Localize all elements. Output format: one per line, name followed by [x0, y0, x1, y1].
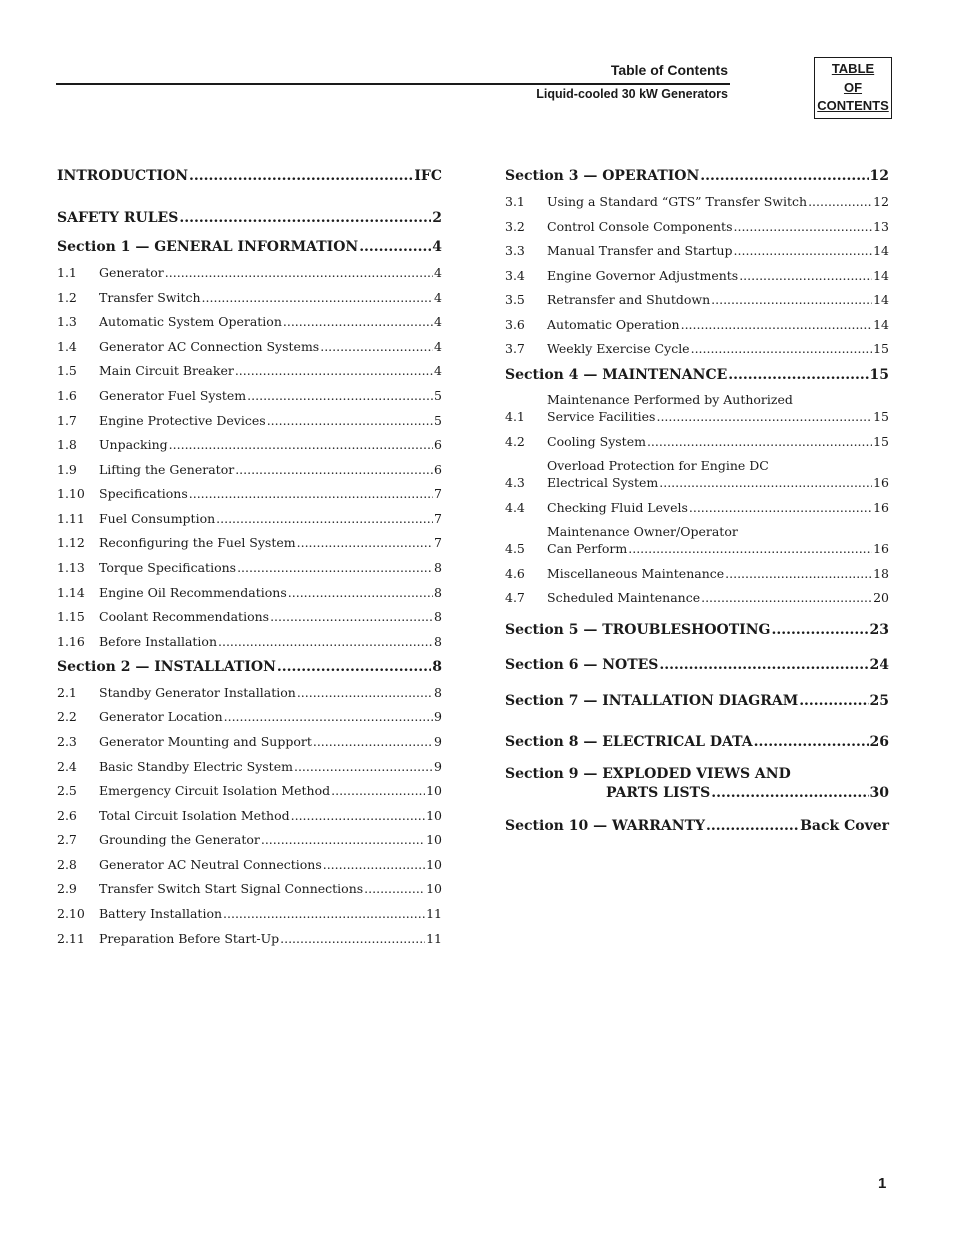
toc-dot-leader: [734, 243, 873, 258]
toc-entry-page: 10: [426, 783, 442, 798]
toc-entry-label: Section 8 — ELECTRICAL DATA: [505, 734, 753, 750]
toc-subsection-entry[interactable]: [57, 685, 442, 700]
toc-entry-number: 3.7: [505, 341, 525, 356]
toc-entry-number: 2.1: [57, 685, 77, 700]
toc-entry-page: 16: [873, 475, 889, 490]
toc-dot-leader: [711, 292, 872, 307]
toc-entry-page: 8: [434, 609, 442, 624]
toc-entry-number: 4.4: [505, 500, 525, 515]
toc-entry-label: Electrical System: [547, 475, 659, 490]
toc-entry-number: 3.4: [505, 268, 525, 283]
toc-entry-page: 13: [873, 219, 889, 234]
toc-subsection-entry[interactable]: [57, 906, 442, 921]
toc-entry-label: Section 10 — WARRANTY: [505, 818, 705, 834]
toc-entry-number: 1.14: [57, 585, 85, 600]
toc-dot-leader: [706, 818, 799, 834]
toc-dot-leader: [235, 363, 433, 378]
toc-entry-page: 11: [426, 906, 442, 921]
toc-entry-page: 14: [873, 268, 889, 283]
page-number: 1: [878, 1175, 887, 1192]
toc-entry-number: 4.5: [505, 541, 525, 556]
toc-entry-page: 7: [434, 535, 442, 550]
toc-subsection-entry[interactable]: [57, 857, 442, 872]
header-rule: [56, 83, 730, 85]
toc-entry-number: 2.6: [57, 808, 77, 823]
toc-subsection-entry[interactable]: [505, 541, 889, 556]
toc-entry-page: 11: [426, 931, 442, 946]
toc-dot-leader: [711, 785, 868, 801]
toc-entry-label: Transfer Switch Start Signal Connections: [99, 881, 364, 896]
toc-entry-label: Engine Governor Adjustments: [547, 268, 739, 283]
toc-subsection-entry[interactable]: [57, 265, 442, 280]
toc-entry-page: 30: [869, 785, 889, 801]
toc-entry-number: 1.16: [57, 634, 85, 649]
toc-subsection-entry[interactable]: [57, 535, 442, 550]
toc-entry-label: PARTS LISTS: [606, 785, 711, 801]
toc-entry-label: Engine Protective Devices: [99, 413, 266, 428]
toc-subsection-entry[interactable]: [505, 434, 889, 449]
toc-dot-leader: [218, 634, 433, 649]
header-subtitle: Liquid-cooled 30 kW Generators: [536, 87, 728, 101]
toc-entry-page: 10: [426, 808, 442, 823]
toc-entry-page: IFC: [414, 168, 442, 184]
toc-dot-leader: [656, 409, 872, 424]
toc-entry-page: 4: [432, 239, 442, 255]
toc-entry-label: Manual Transfer and Startup: [547, 243, 733, 258]
toc-dot-leader: [739, 268, 872, 283]
toc-dot-leader: [728, 367, 868, 383]
toc-dot-leader: [689, 500, 872, 515]
toc-entry-page: 4: [434, 265, 442, 280]
toc-entry-label: Unpacking: [99, 437, 168, 452]
toc-entry-page: 14: [873, 292, 889, 307]
toc-entry-number: 1.2: [57, 290, 77, 305]
toc-dot-leader: [294, 759, 433, 774]
toc-entry-number: 1.10: [57, 486, 85, 501]
toc-entry-label: Can Perform: [547, 541, 628, 556]
toc-entry-page: 15: [873, 434, 889, 449]
toc-dot-leader: [169, 437, 433, 452]
toc-entry-number: 3.6: [505, 317, 525, 332]
toc-entry-first-line: Section 9 — EXPLODED VIEWS AND: [505, 766, 791, 782]
toc-entry-page: 4: [434, 363, 442, 378]
toc-subsection-entry[interactable]: [57, 808, 442, 823]
toc-entry-label: Transfer Switch: [99, 290, 201, 305]
toc-entry-number: 3.3: [505, 243, 525, 258]
toc-subsection-entry[interactable]: [57, 709, 442, 724]
toc-entry-page: 10: [426, 881, 442, 896]
toc-entry-label: Generator Fuel System: [99, 388, 247, 403]
toc-subsection-entry[interactable]: [505, 566, 889, 581]
toc-dot-leader: [291, 808, 425, 823]
toc-entry-label: Section 5 — TROUBLESHOOTING: [505, 622, 771, 638]
toc-section-entry[interactable]: [505, 367, 889, 383]
toc-entry-label: Section 7 — INTALLATION DIAGRAM: [505, 693, 799, 709]
toc-entry-label: Miscellaneous Maintenance: [547, 566, 725, 581]
toc-entry-label: Generator AC Connection Systems: [99, 339, 320, 354]
toc-entry-label: Standby Generator Installation: [99, 685, 296, 700]
toc-entry-label: Using a Standard “GTS” Transfer Switch: [547, 194, 808, 209]
toc-dot-leader: [297, 535, 433, 550]
toc-subsection-entry[interactable]: [57, 783, 442, 798]
toc-dot-leader: [270, 609, 433, 624]
toc-entry-page: 6: [434, 437, 442, 452]
toc-subsection-entry[interactable]: [57, 560, 442, 575]
toc-entry-number: 4.1: [505, 409, 525, 424]
toc-entry-label: Specifications: [99, 486, 188, 501]
toc-entry-page: 8: [432, 659, 442, 675]
toc-entry-label: Emergency Circuit Isolation Method: [99, 783, 331, 798]
toc-entry-label: Cooling System: [547, 434, 646, 449]
toc-subsection-entry[interactable]: [57, 881, 442, 896]
toc-tab-line-2: OF: [843, 79, 863, 95]
toc-entry-page: 8: [434, 634, 442, 649]
toc-subsection-entry[interactable]: [57, 363, 442, 378]
toc-entry-page: 8: [434, 560, 442, 575]
toc-dot-leader: [734, 219, 873, 234]
toc-dot-leader: [267, 413, 433, 428]
toc-dot-leader: [223, 906, 425, 921]
toc-subsection-entry[interactable]: [505, 590, 889, 605]
toc-entry-page: 6: [434, 462, 442, 477]
toc-entry-label: Total Circuit Isolation Method: [99, 808, 290, 823]
toc-entry-page: Back Cover: [800, 818, 889, 834]
toc-entry-number: 1.5: [57, 363, 77, 378]
toc-section-entry[interactable]: [57, 168, 442, 184]
toc-dot-leader: [189, 168, 413, 184]
toc-entry-label: Scheduled Maintenance: [547, 590, 701, 605]
toc-dot-leader: [359, 239, 431, 255]
toc-subsection-entry[interactable]: [505, 219, 889, 234]
toc-entry-label: Section 4 — MAINTENANCE: [505, 367, 728, 383]
toc-entry-label: Basic Standby Electric System: [99, 759, 293, 774]
toc-entry-page: 4: [434, 339, 442, 354]
toc-dot-leader: [691, 341, 873, 356]
toc-entry-page: 4: [434, 314, 442, 329]
toc-entry-label: Generator: [99, 265, 164, 280]
toc-entry-page: 23: [869, 622, 889, 638]
toc-subsection-entry[interactable]: [505, 194, 889, 209]
toc-entry-number: 1.6: [57, 388, 77, 403]
toc-dot-leader: [808, 194, 872, 209]
toc-entry-number: 1.11: [57, 511, 85, 526]
toc-entry-page: 10: [426, 832, 442, 847]
toc-entry-page: 5: [434, 413, 442, 428]
toc-entry-page: 9: [434, 734, 442, 749]
toc-entry-label: Lifting the Generator: [99, 462, 235, 477]
toc-entry-page: 10: [426, 857, 442, 872]
toc-subsection-entry[interactable]: [57, 339, 442, 354]
toc-subsection-entry[interactable]: [505, 243, 889, 258]
toc-entry-number: 1.13: [57, 560, 85, 575]
toc-entry-label: Generator Location: [99, 709, 223, 724]
toc-entry-number: 2.9: [57, 881, 77, 896]
toc-subsection-entry[interactable]: [57, 634, 442, 649]
toc-dot-leader: [659, 657, 868, 673]
toc-subsection-entry[interactable]: [505, 409, 889, 424]
toc-section-entry[interactable]: [57, 659, 442, 675]
toc-entry-label: Reconfiguring the Fuel System: [99, 535, 296, 550]
toc-entry-page: 16: [873, 500, 889, 515]
toc-section-entry[interactable]: [505, 734, 889, 750]
toc-dot-leader: [224, 709, 433, 724]
toc-entry-page: 8: [434, 685, 442, 700]
toc-entry-page: 9: [434, 759, 442, 774]
toc-entry-page: 15: [873, 409, 889, 424]
toc-entry-label: Weekly Exercise Cycle: [547, 341, 690, 356]
toc-entry-label: Generator AC Neutral Connections: [99, 857, 322, 872]
toc-entry-label: Section 2 — INSTALLATION: [57, 659, 276, 675]
toc-entry-number: 4.3: [505, 475, 525, 490]
toc-entry-first-line: Maintenance Performed by Authorized: [547, 392, 793, 407]
toc-dot-leader: [754, 734, 869, 750]
toc-entry-label: Main Circuit Breaker: [99, 363, 234, 378]
toc-subsection-entry[interactable]: [57, 734, 442, 749]
toc-subsection-entry[interactable]: [505, 292, 889, 307]
toc-subsection-entry[interactable]: [57, 585, 442, 600]
toc-entry-label: Engine Oil Recommendations: [99, 585, 287, 600]
toc-entry-number: 4.2: [505, 434, 525, 449]
toc-entry-label: Section 3 — OPERATION: [505, 168, 700, 184]
toc-dot-leader: [323, 857, 425, 872]
toc-entry-page: 14: [873, 317, 889, 332]
toc-entry-page: 14: [873, 243, 889, 258]
toc-dot-leader: [235, 462, 433, 477]
toc-entry-label: Section 1 — GENERAL INFORMATION: [57, 239, 359, 255]
toc-tab-box[interactable]: [814, 57, 892, 119]
toc-dot-leader: [179, 210, 431, 226]
toc-entry-number: 3.1: [505, 194, 525, 209]
toc-dot-leader: [280, 931, 425, 946]
toc-subsection-entry[interactable]: [57, 462, 442, 477]
toc-entry-page: 16: [873, 541, 889, 556]
toc-subsection-entry[interactable]: [57, 832, 442, 847]
toc-subsection-entry[interactable]: [57, 388, 442, 403]
toc-dot-leader: [659, 475, 872, 490]
toc-dot-leader: [364, 881, 425, 896]
toc-entry-page: 20: [873, 590, 889, 605]
toc-entry-number: 3.5: [505, 292, 525, 307]
toc-dot-leader: [701, 590, 872, 605]
toc-entry-page: 2: [432, 210, 442, 226]
toc-entry-number: 1.12: [57, 535, 85, 550]
toc-dot-leader: [771, 622, 868, 638]
toc-subsection-entry[interactable]: [57, 437, 442, 452]
toc-entry-number: 1.1: [57, 265, 77, 280]
toc-entry-page: 9: [434, 709, 442, 724]
toc-entry-label: SAFETY RULES: [57, 210, 179, 226]
toc-entry-page: 15: [873, 341, 889, 356]
toc-subsection-entry[interactable]: [505, 317, 889, 332]
toc-subsection-entry[interactable]: [57, 314, 442, 329]
toc-entry-label: Section 6 — NOTES: [505, 657, 659, 673]
toc-entry-number: 2.3: [57, 734, 77, 749]
toc-entry-label: Automatic System Operation: [99, 314, 282, 329]
toc-entry-number: 4.7: [505, 590, 525, 605]
toc-dot-leader: [216, 511, 433, 526]
toc-dot-leader: [297, 685, 433, 700]
toc-dot-leader: [647, 434, 872, 449]
toc-entry-page: 5: [434, 388, 442, 403]
toc-entry-page: 12: [869, 168, 889, 184]
toc-subsection-entry[interactable]: [57, 290, 442, 305]
toc-entry-page: 15: [869, 367, 889, 383]
toc-entry-number: 1.7: [57, 413, 77, 428]
toc-section-entry[interactable]: [505, 818, 889, 834]
toc-dot-leader: [628, 541, 872, 556]
toc-entry-page: 12: [873, 194, 889, 209]
toc-entry-number: 2.11: [57, 931, 85, 946]
toc-entry-number: 1.4: [57, 339, 77, 354]
toc-entry-first-line: Overload Protection for Engine DC: [547, 458, 769, 473]
toc-entry-page: 26: [869, 734, 889, 750]
toc-dot-leader: [313, 734, 433, 749]
toc-entry-label: INTRODUCTION: [57, 168, 189, 184]
toc-dot-leader: [283, 314, 433, 329]
toc-dot-leader: [320, 339, 433, 354]
toc-entry-label: Torque Specifications: [99, 560, 237, 575]
toc-subsection-entry[interactable]: [57, 759, 442, 774]
toc-entry-number: 2.5: [57, 783, 77, 798]
toc-dot-leader: [288, 585, 433, 600]
toc-subsection-entry[interactable]: [57, 609, 442, 624]
toc-entry-label: Checking Fluid Levels: [547, 500, 688, 515]
toc-section-entry[interactable]: [505, 785, 889, 801]
toc-entry-number: 1.15: [57, 609, 85, 624]
toc-entry-label: Before Installation: [99, 634, 218, 649]
toc-entry-page: 8: [434, 585, 442, 600]
toc-subsection-entry[interactable]: [57, 486, 442, 501]
toc-dot-leader: [725, 566, 872, 581]
toc-dot-leader: [237, 560, 433, 575]
toc-subsection-entry[interactable]: [57, 511, 442, 526]
toc-subsection-entry[interactable]: [505, 500, 889, 515]
toc-entry-label: Retransfer and Shutdown: [547, 292, 711, 307]
toc-dot-leader: [331, 783, 425, 798]
toc-dot-leader: [700, 168, 868, 184]
toc-entry-number: 2.10: [57, 906, 85, 921]
toc-section-entry[interactable]: [505, 657, 889, 673]
toc-entry-label: Battery Installation: [99, 906, 223, 921]
toc-subsection-entry[interactable]: [57, 413, 442, 428]
toc-subsection-entry[interactable]: [505, 341, 889, 356]
toc-entry-number: 3.2: [505, 219, 525, 234]
toc-dot-leader: [261, 832, 425, 847]
toc-entry-label: Coolant Recommendations: [99, 609, 270, 624]
toc-entry-number: 1.3: [57, 314, 77, 329]
toc-entry-number: 2.4: [57, 759, 77, 774]
toc-entry-label: Preparation Before Start-Up: [99, 931, 280, 946]
header-title: Table of Contents: [610, 62, 728, 78]
toc-subsection-entry[interactable]: [57, 931, 442, 946]
toc-entry-label: Service Facilities: [547, 409, 656, 424]
toc-entry-label: Generator Mounting and Support: [99, 734, 312, 749]
toc-section-entry[interactable]: [57, 210, 442, 226]
toc-entry-page: 7: [434, 486, 442, 501]
toc-entry-label: Automatic Operation: [547, 317, 680, 332]
toc-entry-label: Fuel Consumption: [99, 511, 216, 526]
toc-section-entry[interactable]: [505, 693, 889, 709]
toc-dot-leader: [681, 317, 872, 332]
toc-entry-number: 2.2: [57, 709, 77, 724]
toc-section-entry[interactable]: [57, 239, 442, 255]
toc-dot-leader: [799, 693, 868, 709]
toc-entry-first-line: Maintenance Owner/Operator: [547, 524, 738, 539]
toc-entry-page: 7: [434, 511, 442, 526]
toc-entry-label: Grounding the Generator: [99, 832, 260, 847]
toc-entry-page: 4: [434, 290, 442, 305]
toc-entry-page: 24: [869, 657, 889, 673]
toc-entry-number: 2.8: [57, 857, 77, 872]
toc-dot-leader: [165, 265, 433, 280]
toc-dot-leader: [202, 290, 434, 305]
toc-tab-line-3: CONTENTS: [817, 98, 889, 113]
toc-entry-page: 18: [873, 566, 889, 581]
toc-entry-number: 4.6: [505, 566, 525, 581]
toc-tab-line-1: TABLE: [831, 61, 875, 76]
toc-dot-leader: [189, 486, 433, 501]
toc-entry-label: Control Console Components: [547, 219, 733, 234]
toc-dot-leader: [277, 659, 431, 675]
toc-section-entry[interactable]: [505, 622, 889, 638]
toc-entry-number: 1.9: [57, 462, 77, 477]
toc-subsection-entry[interactable]: [505, 268, 889, 283]
toc-subsection-entry[interactable]: [505, 475, 889, 490]
toc-entry-number: 2.7: [57, 832, 77, 847]
toc-entry-number: 1.8: [57, 437, 77, 452]
toc-section-entry[interactable]: [505, 168, 889, 184]
toc-dot-leader: [247, 388, 433, 403]
toc-entry-page: 25: [869, 693, 889, 709]
